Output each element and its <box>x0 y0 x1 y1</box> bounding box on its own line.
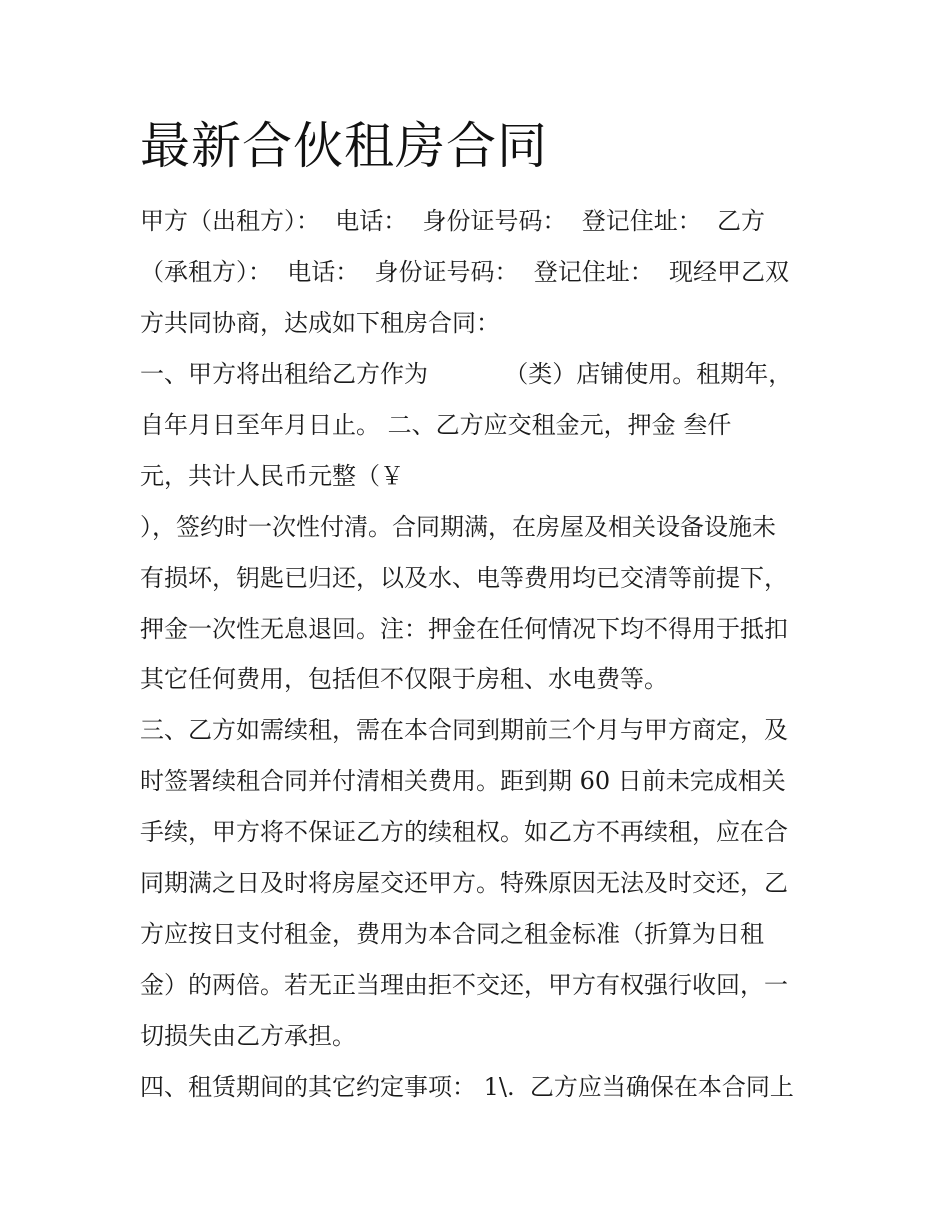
body-line-11: 三、乙方如需续租，需在本合同到期前三个月与甲方商定，及 <box>140 716 788 744</box>
body-line-7: ），签约时一次性付清。合同期满，在房屋及相关设备设施未 <box>140 513 776 541</box>
body-line-9: 押金一次性无息退回。注：押金在任何情况下均不得用于抵扣 <box>140 615 788 643</box>
body-line-16: 金）的两倍。若无正当理由拒不交还，甲方有权强行收回，一 <box>140 971 788 999</box>
body-line-2: （承租方）： 电话： 身份证号码： 登记住址： 现经甲乙双 <box>140 258 790 286</box>
body-line-3: 方共同协商，达成如下租房合同： <box>140 309 500 337</box>
body-line-8: 有损坏，钥匙已归还，以及水、电等费用均已交清等前提下， <box>140 564 788 592</box>
body-line-10: 其它任何费用，包括但不仅限于房租、水电费等。 <box>140 665 668 693</box>
body-line-17: 切损失由乙方承担。 <box>140 1022 356 1050</box>
body-line-18: 四、租赁期间的其它约定事项： 1\. 乙方应当确保在本合同上 <box>140 1073 794 1101</box>
body-line-4: 一、甲方将出租给乙方作为 （类）店铺使用。租期年， <box>140 360 793 388</box>
body-line-5: 自年月日至年月日止。 二、乙方应交租金元，押金 叁仟 <box>140 411 732 439</box>
body-line-12: 时签署续租合同并付清相关费用。距到期 60 日前未完成相关 <box>140 767 786 795</box>
body-line-14: 同期满之日及时将房屋交还甲方。特殊原因无法及时交还，乙 <box>140 869 788 897</box>
body-line-6: 元，共计人民币元整（￥ <box>140 462 404 490</box>
body-line-1: 甲方（出租方）： 电话： 身份证号码： 登记住址： 乙方 <box>140 207 766 235</box>
document-title: 最新合伙租房合同 <box>140 117 548 175</box>
body-line-13: 手续，甲方将不保证乙方的续租权。如乙方不再续租，应在合 <box>140 818 788 846</box>
body-line-15: 方应按日支付租金，费用为本合同之租金标准（折算为日租 <box>140 920 764 948</box>
